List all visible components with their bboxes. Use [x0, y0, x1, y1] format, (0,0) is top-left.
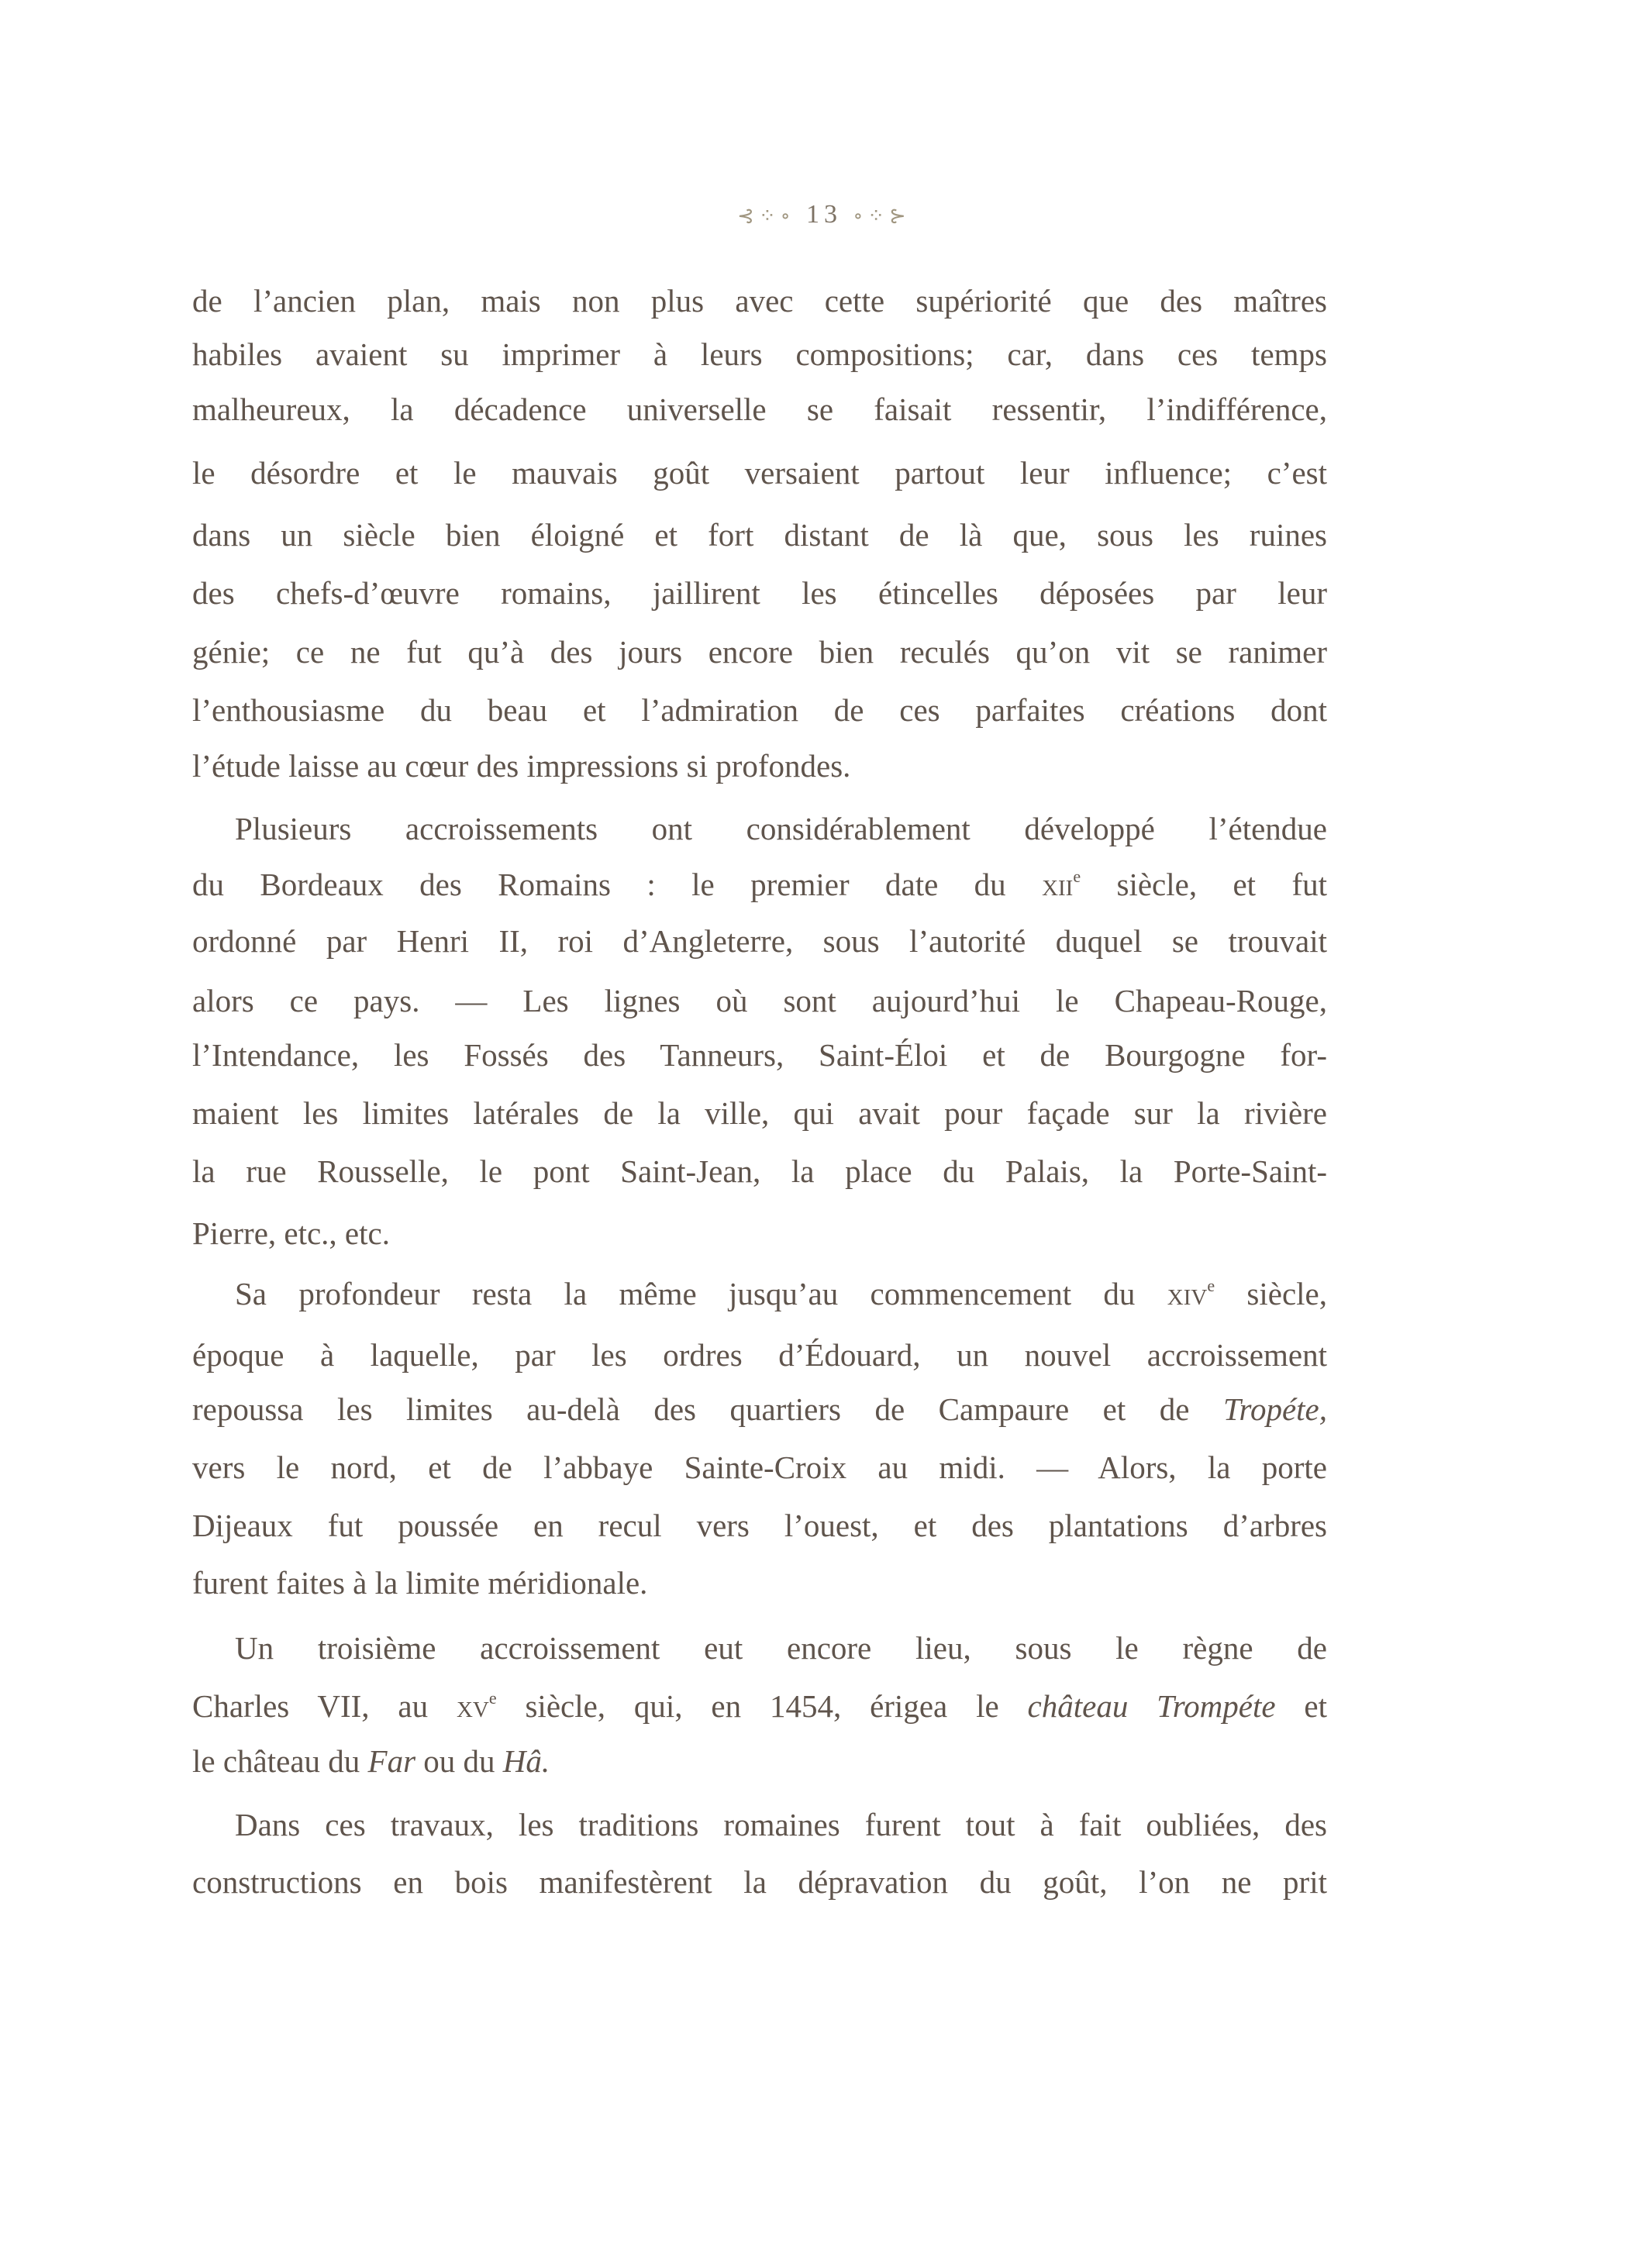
italic-text: Hâ. — [502, 1743, 550, 1779]
superscript: e — [1207, 1276, 1215, 1295]
text-segment: alors ce pays. — Les lignes où sont aujourd’hui le Chapeau-Rouge, — [192, 983, 1327, 1019]
text-segment: époque à laquelle, par les ordres d’Édouard, un nouvel accroissement — [192, 1337, 1327, 1373]
text-segment: xiv — [1167, 1276, 1208, 1312]
text-line — [192, 574, 1327, 612]
text-line — [192, 1336, 1327, 1374]
text-segment: maient les limites latérales de la ville, qui avait pour façade sur la rivière — [192, 1095, 1327, 1131]
text-segment: Dans ces travaux, les traditions romaines furent tout à fait oubliées, des — [235, 1807, 1327, 1842]
superscript: e — [488, 1688, 497, 1708]
text-segment: Charles VII, au — [192, 1688, 457, 1724]
text-line — [192, 1448, 1327, 1487]
text-segment: ordonné par Henri II, roi d’Angleterre, sous l’autorité duquel se trouvait — [192, 923, 1327, 959]
text-line — [192, 922, 1327, 960]
text-segment: constructions en bois manifestèrent la dépravation du goût, l’on ne prit — [192, 1864, 1327, 1900]
text-segment: siècle, et fut — [1081, 867, 1327, 902]
text-segment: furent faites à la limite méridionale. — [192, 1565, 648, 1601]
text-line — [192, 746, 1327, 785]
text-line — [192, 1214, 1327, 1253]
text-line — [192, 981, 1327, 1020]
text-line — [192, 1390, 1327, 1429]
text-line — [192, 1563, 1327, 1602]
text-line — [192, 632, 1327, 671]
text-line — [235, 809, 1327, 848]
text-segment: siècle, qui, en 1454, érigea le — [496, 1688, 1028, 1724]
text-segment: Un troisième accroissement eut encore lieu, sous le règne de — [235, 1630, 1327, 1666]
text-line — [192, 1687, 1327, 1725]
text-segment: le désordre et le mauvais goût versaient partout leur influence; c’est — [192, 455, 1327, 491]
text-line — [192, 1506, 1327, 1545]
text-segment: l’Intendance, les Fossés des Tanneurs, Saint-Éloi et de Bourgogne for- — [192, 1037, 1327, 1073]
text-line — [235, 1629, 1327, 1667]
text-segment: et — [1275, 1688, 1327, 1724]
text-line — [192, 1742, 1327, 1780]
ornament-left: ⊰⁘∘ — [737, 205, 795, 227]
text-segment: de l’ancien plan, mais non plus avec cette supériorité que des maîtres — [192, 283, 1327, 319]
text-line — [192, 1036, 1327, 1074]
superscript: e — [1073, 867, 1081, 886]
text-segment: l’étude laisse au cœur des impressions si profondes. — [192, 748, 851, 784]
text-segment: Plusieurs accroissements ont considérablement développé l’étendue — [235, 811, 1327, 846]
text-segment: Pierre, etc., etc. — [192, 1215, 390, 1251]
text-segment: siècle, — [1215, 1276, 1327, 1312]
text-line — [192, 1094, 1327, 1132]
text-line — [192, 1863, 1327, 1901]
text-line — [192, 453, 1327, 492]
text-segment: l’enthousiasme du beau et l’admiration de ces parfaites créations dont — [192, 692, 1327, 728]
text-segment: la rue Rousselle, le pont Saint-Jean, la place du Palais, la Porte-Saint- — [192, 1153, 1327, 1189]
text-segment: dans un siècle bien éloigné et fort distant de là que, sous les ruines — [192, 517, 1327, 553]
text-segment: génie; ce ne fut qu’à des jours encore bien reculés qu’on vit se ranimer — [192, 634, 1327, 670]
text-segment: des chefs-d’œuvre romains, jaillirent les étincelles déposées par leur — [192, 575, 1327, 611]
text-segment: repoussa les limites au-delà des quartiers de Campaure et de — [192, 1391, 1223, 1427]
text-segment: du Bordeaux des Romains : le premier date du — [192, 867, 1043, 902]
text-line — [192, 865, 1327, 904]
text-line — [192, 281, 1327, 320]
text-line — [235, 1805, 1327, 1844]
text-line — [192, 691, 1327, 729]
italic-text: Far — [367, 1743, 416, 1779]
italic-text: château Trompéte — [1027, 1688, 1276, 1724]
text-segment: xii — [1042, 867, 1074, 902]
text-segment: vers le nord, et de l’abbaye Sainte-Croix au midi. — Alors, la porte — [192, 1449, 1327, 1485]
text-segment: Dijeaux fut poussée en recul vers l’ouest, et des plantations d’arbres — [192, 1508, 1327, 1543]
text-segment: xv — [456, 1688, 489, 1724]
italic-text: Tropéte, — [1222, 1391, 1327, 1427]
text-line — [192, 390, 1327, 429]
text-segment: le château du — [192, 1743, 368, 1779]
text-segment: Sa profondeur resta la même jusqu’au commencement du — [235, 1276, 1167, 1312]
ornament-right: ∘⁘⊱ — [853, 205, 911, 227]
text-line — [192, 515, 1327, 554]
page-number: 13 — [806, 200, 842, 229]
text-line — [192, 1152, 1327, 1191]
text-line — [192, 335, 1327, 374]
page-header — [0, 200, 1648, 229]
text-segment: habiles avaient su imprimer à leurs compositions; car, dans ces temps — [192, 336, 1327, 372]
text-segment: ou du — [415, 1743, 503, 1779]
text-segment: malheureux, la décadence universelle se faisait ressentir, l’indifférence, — [192, 391, 1327, 427]
text-line — [235, 1274, 1327, 1313]
